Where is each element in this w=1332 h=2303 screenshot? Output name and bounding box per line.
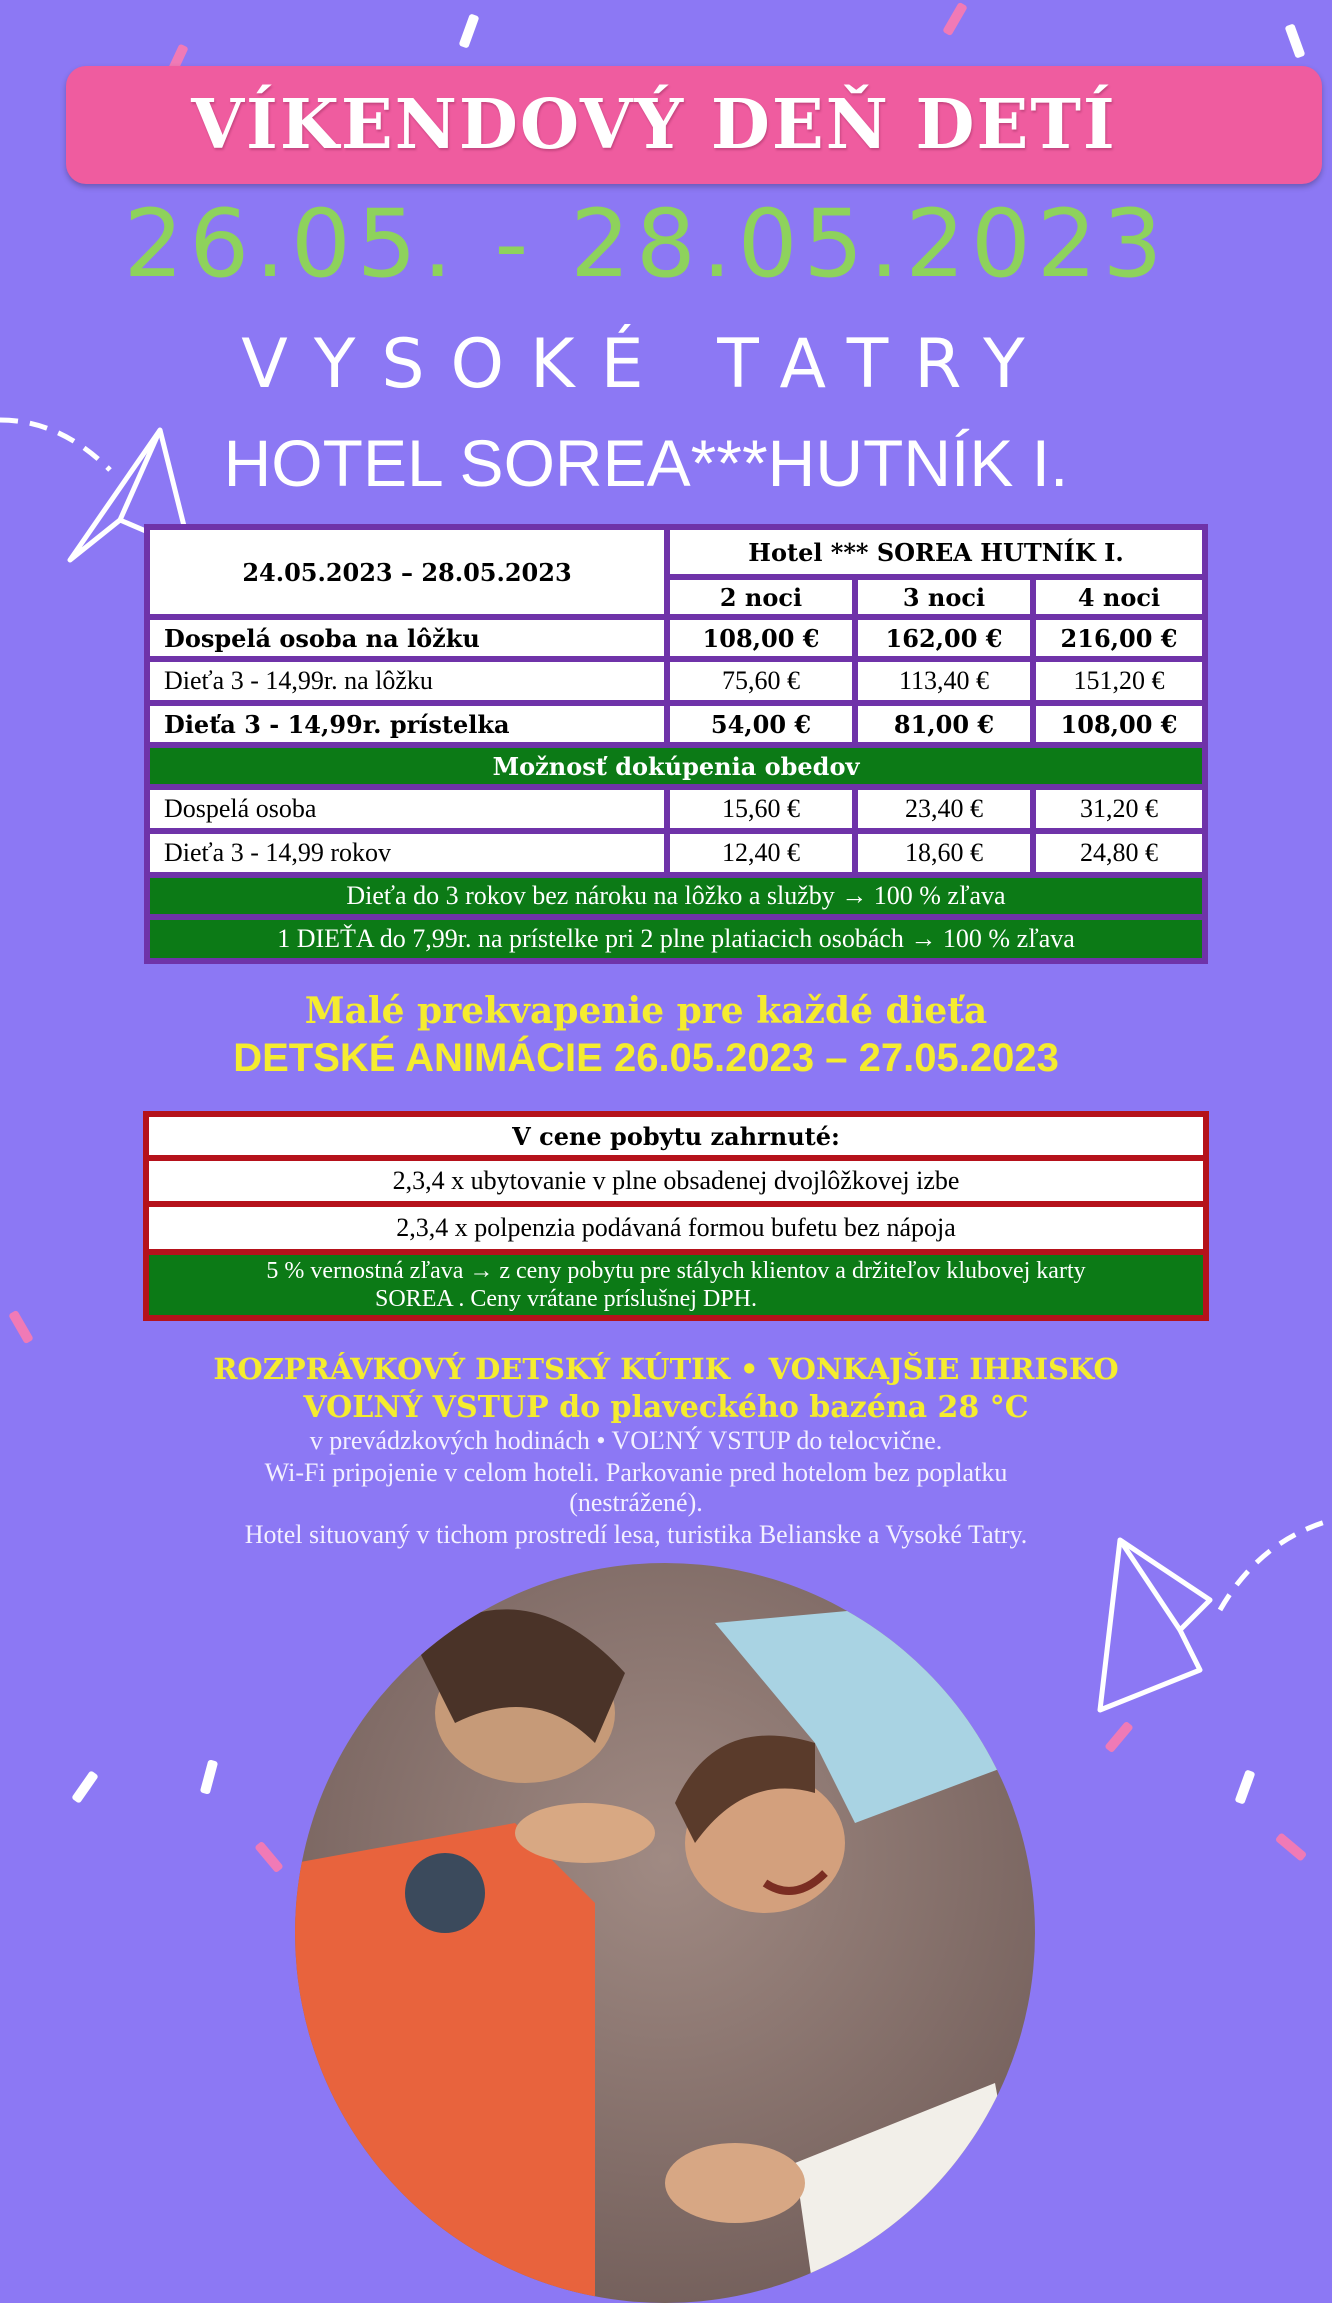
confetti	[8, 1310, 34, 1344]
price-cell: 24,80 €	[1036, 834, 1202, 872]
title-banner	[66, 66, 1322, 184]
confetti	[458, 13, 479, 48]
loyalty-line: SOREA . Ceny vrátane príslušnej DPH.	[375, 1286, 757, 1312]
loyalty-line: 5 % vernostná zľava → z ceny pobytu pre stálych klientov a držiteľov klubovej karty	[266, 1258, 1086, 1284]
discount-note: Dieťa do 3 rokov bez nároku na lôžko a služby → 100 % zľava	[150, 878, 1202, 914]
surprise-line: Malé prekvapenie pre každé dieťa	[304, 990, 988, 1032]
confetti	[200, 1759, 218, 1794]
hotel-header-cell: Hotel *** SOREA HUTNÍK I.	[670, 530, 1202, 574]
column-header: 4 noci	[1036, 580, 1202, 614]
hotel-name: HOTEL SOREA***HUTNÍK I.	[223, 426, 1069, 500]
discount-note: 1 DIEŤA do 7,99r. na prístelke pri 2 plne platiacich osobách → 100 % zľava	[150, 920, 1202, 958]
amenities-text: (nestrážené).	[569, 1488, 703, 1517]
loyalty-note	[149, 1255, 1203, 1315]
price-cell: 151,20 €	[1036, 662, 1202, 700]
amenities-text: Hotel situovaný v tichom prostredí lesa, turistika Belianske a Vysoké Tatry.	[244, 1520, 1028, 1549]
page-title: VÍKENDOVÝ DEŇ DETÍ	[191, 85, 1117, 165]
confetti	[1284, 23, 1305, 58]
included-header: V cene pobytu zahrnuté:	[149, 1117, 1203, 1155]
included-item: 2,3,4 x ubytovanie v plne obsadenej dvojlôžkovej izbe	[149, 1161, 1203, 1201]
price-cell: 81,00 €	[858, 706, 1030, 742]
confetti	[1275, 1832, 1307, 1862]
event-dates: 26.05. - 28.05.2023	[123, 190, 1169, 299]
lunch-header: Možnosť dokúpenia obedov	[150, 748, 1202, 784]
price-cell: 15,60 €	[670, 790, 852, 828]
amenities-text: v prevádzkových hodinách • VOĽNÝ VSTUP do telocvične.	[309, 1426, 943, 1455]
pool-headline: VOĽNÝ VSTUP do plaveckého bazéna 28 °C	[303, 1390, 1029, 1425]
price-cell: 23,40 €	[858, 790, 1030, 828]
price-cell: 162,00 €	[858, 620, 1030, 656]
column-header: 2 noci	[670, 580, 852, 614]
children-photo-image	[295, 1563, 1035, 2303]
confetti	[254, 1841, 284, 1873]
region-title: VYSOKÉ TATRY	[241, 325, 1051, 404]
price-cell: 108,00 €	[670, 620, 852, 656]
price-cell: 108,00 €	[1036, 706, 1202, 742]
period-cell: 24.05.2023 – 28.05.2023	[150, 530, 664, 614]
animation-dates: DETSKÉ ANIMÁCIE 26.05.2023 – 27.05.2023	[233, 1036, 1059, 1080]
price-cell: 31,20 €	[1036, 790, 1202, 828]
confetti	[1234, 1769, 1255, 1804]
row-label: Dieťa 3 - 14,99r. na lôžku	[150, 662, 664, 700]
row-label: Dospelá osoba	[150, 790, 664, 828]
children-photo	[295, 1563, 1035, 2303]
included-table	[143, 1111, 1209, 1321]
column-header: 3 noci	[858, 580, 1030, 614]
confetti	[71, 1770, 99, 1804]
price-cell: 18,60 €	[858, 834, 1030, 872]
row-label: Dospelá osoba na lôžku	[150, 620, 664, 656]
row-label: Dieťa 3 - 14,99r. prístelka	[150, 706, 664, 742]
price-table	[144, 524, 1208, 964]
price-cell: 216,00 €	[1036, 620, 1202, 656]
included-item: 2,3,4 x polpenzia podávaná formou bufetu bez nápoja	[149, 1207, 1203, 1249]
amenities-text: Wi-Fi pripojenie v celom hoteli. Parkovanie pred hotelom bez poplatku	[264, 1458, 1008, 1487]
row-label: Dieťa 3 - 14,99 rokov	[150, 834, 664, 872]
price-cell: 12,40 €	[670, 834, 852, 872]
price-cell: 113,40 €	[858, 662, 1030, 700]
amenities-headline: ROZPRÁVKOVÝ DETSKÝ KÚTIK • VONKAJŠIE IHRISKO	[213, 1352, 1119, 1386]
confetti	[942, 2, 968, 36]
price-cell: 54,00 €	[670, 706, 852, 742]
price-cell: 75,60 €	[670, 662, 852, 700]
